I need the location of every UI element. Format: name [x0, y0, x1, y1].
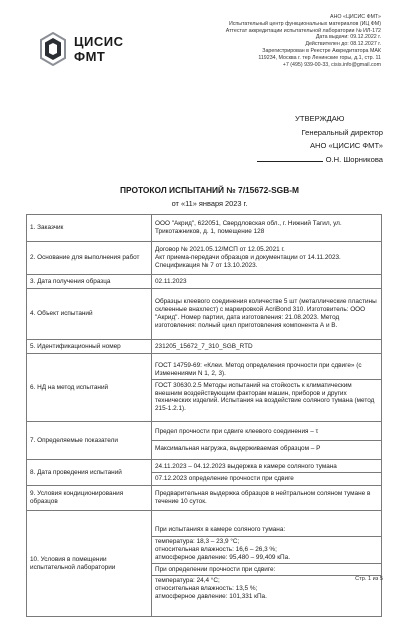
approval-position: Генеральный директор: [301, 127, 383, 137]
org-line: АНО «ЦИСИС ФМТ»: [330, 14, 381, 20]
row-value-part: 24.11.2023 – 04.12.2023 выдержка в камере соляного тумана: [155, 462, 337, 470]
row-label: 10. Условия в помещении испытательной лаборатории: [27, 511, 152, 617]
row-value: 231205_15672_7_310_SGB_RTD: [152, 340, 382, 354]
protocol-date: от «11» января 2023 г.: [171, 199, 248, 208]
row-value: [152, 354, 382, 422]
company-logo: [40, 30, 160, 70]
row-value: ООО "Акрид", 622051, Свердловская обл., г. Нижний Тагил, ул. Трикотажников, д. 1, помещение 128: [152, 215, 382, 242]
row-label: 4. Объект испытаний: [27, 289, 152, 340]
table-row: [27, 422, 382, 460]
row-value-part: При определении прочности при сдвиге:: [152, 563, 381, 575]
row-value-part: ГОСТ 30630.2.5 Методы испытаний на стойкость к климатическим внешним воздействующим факторам машин, приборов и других технических изделий. Испытания на воздействие соляного тумана (метод 215-1.2.1).: [152, 379, 381, 414]
approval-signer: О.Н. Шорникова: [325, 154, 383, 164]
table-row: [27, 340, 382, 354]
row-value: [152, 422, 382, 460]
row-value: [152, 460, 382, 486]
row-label: 1. Заказчик: [27, 215, 152, 242]
org-line: +7 (495) 939-00-33, cisis.info@gmail.com: [282, 61, 381, 68]
logo-wordmark: [74, 34, 123, 64]
row-label: 6. НД на метод испытаний: [27, 354, 152, 422]
row-value: Образцы клеевого соединения количестве 5 шт (металлические пластины склеенные внахлест) с маркировкой AcriBond 310. Изготовитель: ООО "Акрид". Номер партии, дата изготовления: 21.08.2023. Метод изготовления: полный цикл приготовления компонента А и В.: [152, 289, 382, 340]
table-row: [27, 486, 382, 511]
row-value-part: температура: 24,4 °С; относительная влажность: 13,5 %; атмосферное давление: 101,331 кПа.: [152, 575, 381, 602]
logo-mark-icon: [40, 32, 66, 66]
row-label: 2. Основание для выполнения работ: [27, 242, 152, 275]
row-value-part: При испытаниях в камере соляного тумана:: [155, 526, 286, 534]
signature-blank: [257, 161, 323, 162]
row-value-part: ГОСТ 14759-69: «Клеи. Метод определения прочности при сдвиге» (с Изменениями N 1, 2, 3).: [155, 362, 362, 377]
org-line: Действителен до: 08.12.2027 г.: [305, 41, 381, 48]
row-label: 3. Дата получения образца: [27, 275, 152, 289]
table-row: [27, 460, 382, 486]
approval-company: АНО «ЦИСИС ФМТ»: [309, 141, 383, 150]
org-line: Зарегистрирован в Реестре Аккредитатора МАК: [262, 47, 381, 54]
approval-title: УТВЕРЖДАЮ: [295, 114, 345, 123]
logo-line-1: ЦИСИС: [74, 34, 124, 49]
page-number: Стр. 1 из 5: [355, 576, 383, 582]
row-label: 5. Идентификационный номер: [27, 340, 152, 354]
row-value-part: температура: 18,3 – 23,9 °С; относительная влажность: 16,6 – 26,3 %; атмосферное давление: 95,480 – 99,409 кПа.: [152, 536, 381, 563]
row-label: 7. Определяемые показатели: [27, 422, 152, 460]
table-row: [27, 354, 382, 422]
table-row: [27, 242, 382, 275]
row-label: 9. Условия кондиционирования образцов: [27, 486, 152, 511]
org-header: [151, 14, 381, 68]
table-row: [27, 215, 382, 242]
row-label: 8. Дата проведения испытаний: [27, 460, 152, 486]
row-value-part: Максимальная нагрузка, выдерживаемая образцом – P: [152, 440, 381, 457]
org-line: 119234, Москва г. тер Ленинские горы, д.1, стр. 11: [258, 54, 381, 61]
row-value: 02.11.2023: [152, 275, 382, 289]
row-value-part: Предел прочности при сдвиге клеевого соединения – τ: [155, 428, 319, 436]
approval-block: [223, 112, 383, 166]
approval-signature-line: [223, 153, 383, 167]
row-value: Договор № 2021.05.12/МСП от 12.05.2021 г. Акт приема-передачи образцов и документации от 14.11.2023. Спецификация № 7 от 13.10.2023.: [152, 242, 382, 275]
logo-line-2: ФМТ: [74, 49, 106, 64]
table-row: [27, 289, 382, 340]
row-value-part: 07.12.2023 определение прочности при сдвиге: [152, 472, 381, 484]
org-line: Аттестат аккредитации испытательной лаборатории № ИЛ-172: [225, 27, 381, 34]
protocol-table: [26, 214, 382, 617]
protocol-title: ПРОТОКОЛ ИСПЫТАНИЙ № 7/15672-SGB-M: [119, 185, 300, 195]
row-value: Предварительная выдержка образцов в нейтральном соляном тумане в течение 10 суток.: [152, 486, 382, 511]
org-line: Дата выдачи: 09.12.2022 г.: [315, 34, 381, 41]
table-row: [27, 511, 382, 617]
row-value: [152, 511, 382, 617]
org-line: Испытательный центр функциональных материалов (ИЦ ФМ): [228, 20, 381, 27]
table-row: [27, 275, 382, 289]
